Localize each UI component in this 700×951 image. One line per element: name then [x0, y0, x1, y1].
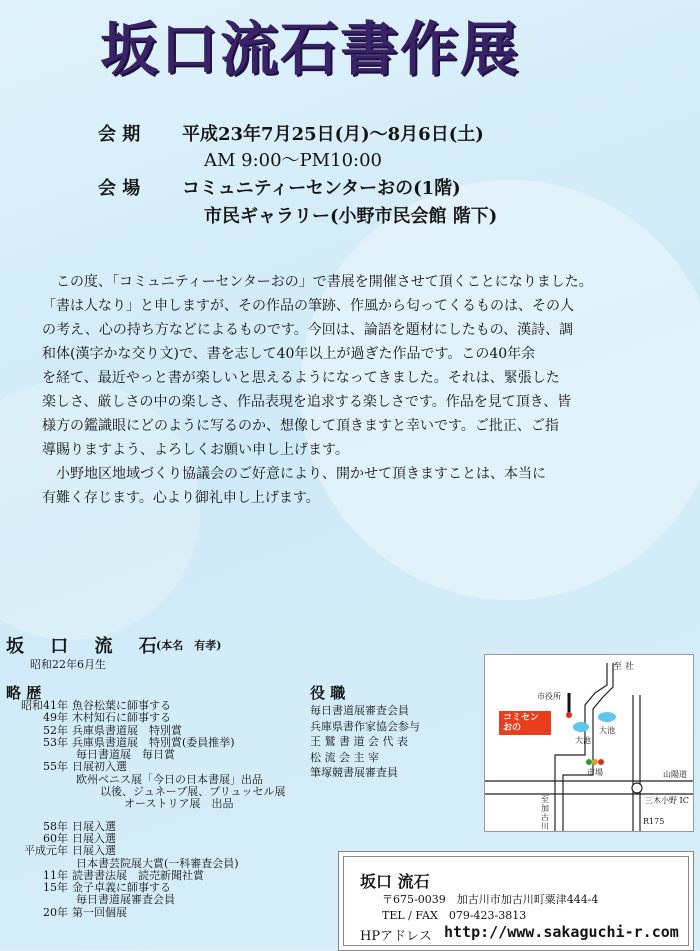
message-line: 導賜りますよう、よろしくお願い申し上げます。 [42, 442, 349, 458]
role-item: 毎日書道展審査会員 [310, 704, 409, 717]
history-row: 以後、ジュネーブ展、ブリュッセル展 [100, 785, 286, 799]
history-row: 毎日書道展 毎日賞 [76, 748, 175, 762]
history-row: 昭和41年 魚谷松葉に師事する [21, 699, 171, 712]
map-label-market: 市場 [587, 768, 603, 777]
contact-card-frame [343, 856, 689, 946]
road-main-edge [563, 663, 613, 831]
history-row: 毎日書道展審査会員 [76, 893, 175, 907]
history-list [4, 700, 285, 919]
ic-icon [632, 783, 642, 793]
map-label-expressway: 山陽道 [663, 770, 687, 779]
venue-label: 会 場 [98, 178, 141, 199]
history-row: 60年 日展入選 [43, 831, 116, 845]
map-label-pond: 大池 [575, 736, 591, 745]
message-line: 様方の鑑識眼にどのように写るのか、想像して頂きますと幸いです。ご批正、ご指 [42, 418, 559, 434]
contact-address: 〒675-0039 加古川市加古川町粟津444-4 [382, 893, 599, 906]
history-row: 欧州ベニス展「今日の日本書展」出品 [76, 772, 263, 786]
history-row: 平成元年 日展入選 [24, 844, 116, 858]
hours: AM 9:00〜PM10:00 [204, 150, 382, 171]
hp-label: HPアドレス [360, 929, 432, 944]
message-line: この度、「コミュニティーセンターおの」で書展を開催させて頂くことになりました。 [56, 274, 593, 290]
map-label-city-hall: 市役所 [537, 692, 561, 701]
message-line: の考え、心の持ち方などによるものです。今回は、論語を題材にしたもの、漢詩、調 [42, 322, 574, 338]
message-line: を経て、最近やっと書が楽しいと思えるようになってきました。それは、緊張した [42, 370, 560, 386]
role-item: 松 流 会 主 宰 [310, 750, 379, 764]
venue-sub: 市民ギャラリー(小野市民会館 階下) [204, 206, 498, 227]
website-link[interactable]: http://www.sakaguchi-r.com [444, 923, 679, 941]
map-label-ic: 三木小野 IC [645, 796, 689, 805]
map-label-venue: コミセン おの [503, 713, 540, 733]
history-row: 58年 日展入選 [43, 819, 116, 833]
history-row: 11年 読書書法展 読売新聞社賞 [43, 868, 204, 882]
history-row: 15年 金子卓義に師事する [43, 881, 171, 895]
period-label: 会 期 [98, 124, 141, 145]
contact-card [338, 851, 694, 951]
message-line: 小野地区地域づくり協議会のご好意により、開かせて頂きますことは、本当に [56, 466, 546, 482]
exhibition-title: 坂口流石書作展 [99, 15, 520, 83]
contact-tel: TEL / FAX 079-423-3813 [382, 909, 527, 922]
history-row: 52年 兵庫県書道展 特別賞 [43, 723, 182, 737]
history-row: 53年 兵庫県書道展 特別賞(委員推挙) [43, 735, 235, 749]
history-row: 20年 第一回個展 [43, 905, 127, 919]
pond-icon [573, 722, 589, 732]
map-label-north: 至 社 [613, 662, 634, 672]
market-icon [586, 759, 592, 765]
market-icon [592, 759, 598, 765]
roles-list [310, 703, 420, 781]
history-heading: 略 歴 [6, 684, 42, 702]
role-item: 兵庫県書作家協会参与 [310, 719, 420, 733]
map-label-route: R175 [643, 817, 665, 826]
pond-icon [598, 712, 616, 722]
artist-name: 坂 口 流 石 [6, 636, 167, 657]
history-row: オーストリア展 出品 [124, 797, 234, 811]
message-line: 楽しさ、厳しさの中の楽しさ、作品表現を追求する楽しさです。作品を見て頂き、皆 [42, 394, 572, 410]
message-line: 和体(漢字かな交り文)で、書を志して40年以上が過ぎた作品です。この40年余 [42, 346, 536, 362]
contact-name: 坂口 流石 [360, 872, 430, 891]
history-row: 49年 木村知石に師事する [43, 711, 171, 725]
artist-real-name: (本名 有孝) [156, 639, 222, 652]
message-line: 「書は人なり」と申しますが、その作品の筆跡、作風から匂ってくるものは、その人 [42, 298, 574, 314]
history-row: 55年 日展初入選 [43, 760, 127, 774]
role-item: 王 鷲 書 道 会 代 表 [310, 735, 408, 748]
access-map [484, 654, 694, 832]
period-row [98, 120, 484, 146]
message-line: 有難く存じます。心より御礼申し上げます。 [42, 490, 320, 506]
map-label-south: 至 加 古 川 [541, 795, 549, 831]
venue-pin-icon [566, 712, 572, 718]
history-row: 日本書芸院展大賞(一科審査会員) [76, 856, 239, 870]
roles-heading: 役 職 [310, 684, 346, 702]
role-item: 筆塚競書展審査員 [310, 766, 398, 779]
map-label-pond: 大池 [599, 726, 615, 735]
artist-birth: 昭和22年6月生 [30, 658, 106, 671]
greeting-message [42, 270, 662, 510]
market-icon [598, 759, 604, 765]
venue-row [98, 174, 461, 200]
period-dates: 平成23年7月25日(月)〜8月6日(土) [182, 124, 484, 145]
venue-name: コミュニティーセンターおの(1階) [182, 178, 461, 199]
